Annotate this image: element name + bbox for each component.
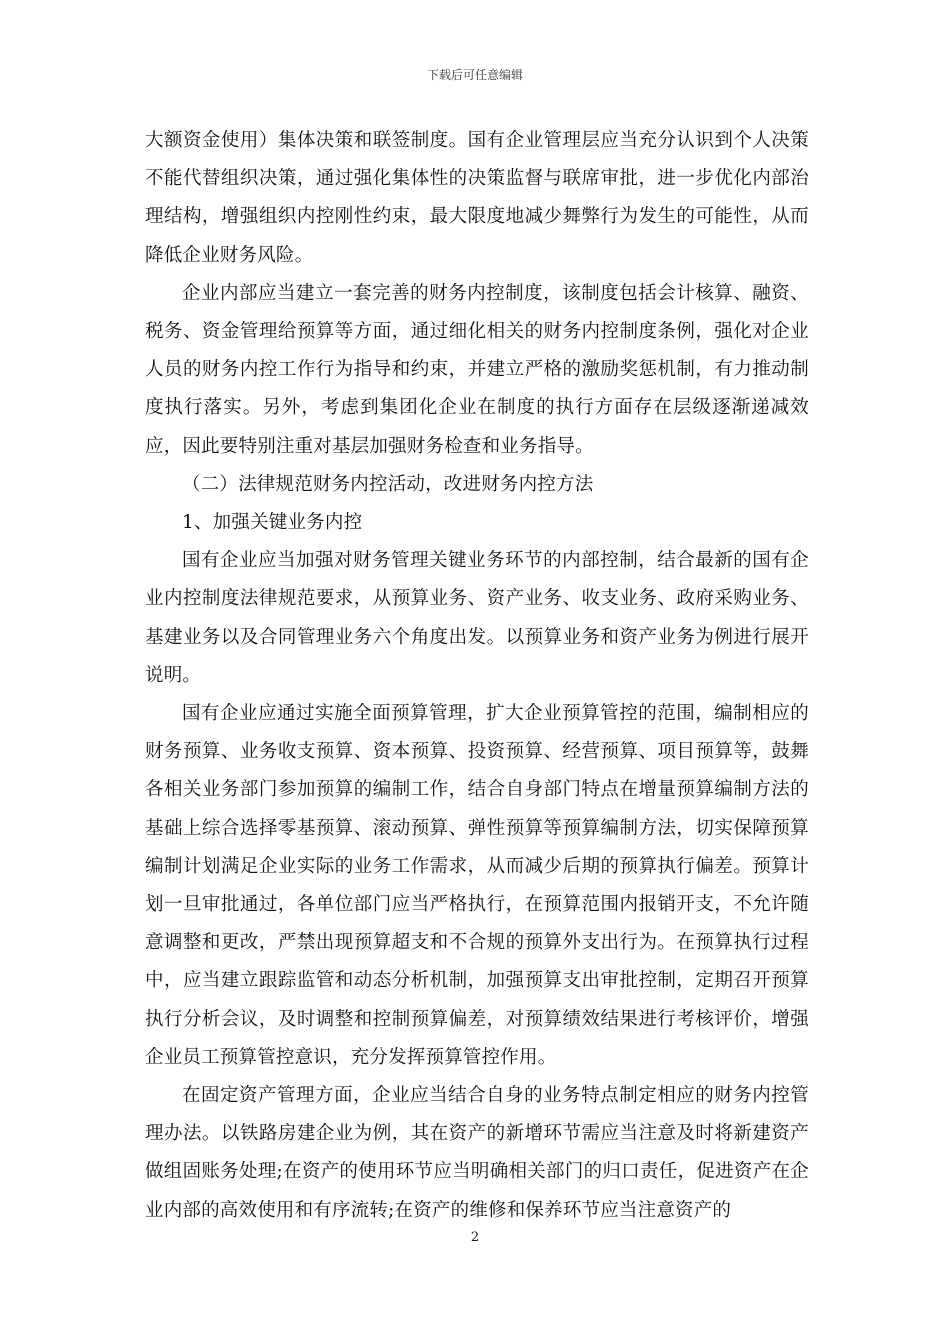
paragraph-fixed-assets: 在固定资产管理方面，企业应当结合自身的业务特点制定相应的财务内控管理办法。以铁路房建企业为例，其在资产的新增环节需应当注意及时将新建资产做组固账务处理;在资产的使用环节应当明确相关部门的归口责任，促进资产在企业内部的高效使用和有序流转;在资产的维修和保养环节应当注意资产的	[145, 1085, 809, 1221]
section-heading: （二）法律规范财务内控活动，改进财务内控方法	[182, 473, 594, 495]
paragraph-key-business-control: 国有企业应当加强对财务管理关键业务环节的内部控制，结合最新的国有企业内控制度法律规范要求，从预算业务、资产业务、收支业务、政府采购业务、基建业务以及合同管理业务六个角度出发。以预算业务和资产业务为例进行展开说明。	[145, 550, 809, 686]
paragraph-continued: 大额资金使用）集体决策和联签制度。国有企业管理层应当充分认识到个人决策不能代替组织决策，通过强化集体性的决策监督与联席审批，进一步优化内部治理结构，增强组织内控刚性约束，最大限度地减少舞弊行为发生的可能性，从而降低企业财务风险。	[145, 130, 809, 266]
page-header: 下载后可任意编辑	[426, 68, 523, 82]
paragraph-internal-control-system: 企业内部应当建立一套完善的财务内控制度，该制度包括会计核算、融资、税务、资金管理给预算等方面，通过细化相关的财务内控制度条例，强化对企业人员的财务内控工作行为指导和约束，并建立严格的激励奖惩机制，有力推动制度执行落实。另外，考虑到集团化企业在制度的执行方面存在层级逐渐递减效应，因此要特别注重对基层加强财务检查和业务指导。	[145, 282, 809, 457]
paragraph-budget-management: 国有企业应通过实施全面预算管理，扩大企业预算管控的范围，编制相应的财务预算、业务收支预算、资本预算、投资预算、经营预算、项目预算等，鼓舞各相关业务部门参加预算的编制工作，结合自身部门特点在增量预算编制方法的基础上综合选择零基预算、滚动预算、弹性预算等预算编制方法，切实保障预算编制计划满足企业实际的业务工作需求，从而减少后期的预算执行偏差。预算计划一旦审批通过，各单位部门应当严格执行，在预算范围内报销开支，不允许随意调整和更改，严禁出现预算超支和不合规的预算外支出行为。在预算执行过程中，应当建立跟踪监管和动态分析机制，加强预算支出审批控制，定期召开预算执行分析会议，及时调整和控制预算偏差，对预算绩效结果进行考核评价，增强企业员工预算管控意识，充分发挥预算管控作用。	[145, 703, 809, 1068]
document-body	[145, 122, 809, 1230]
page-number: 2	[470, 1230, 480, 1245]
subsection-heading: 1、加强关键业务内控	[182, 512, 363, 534]
